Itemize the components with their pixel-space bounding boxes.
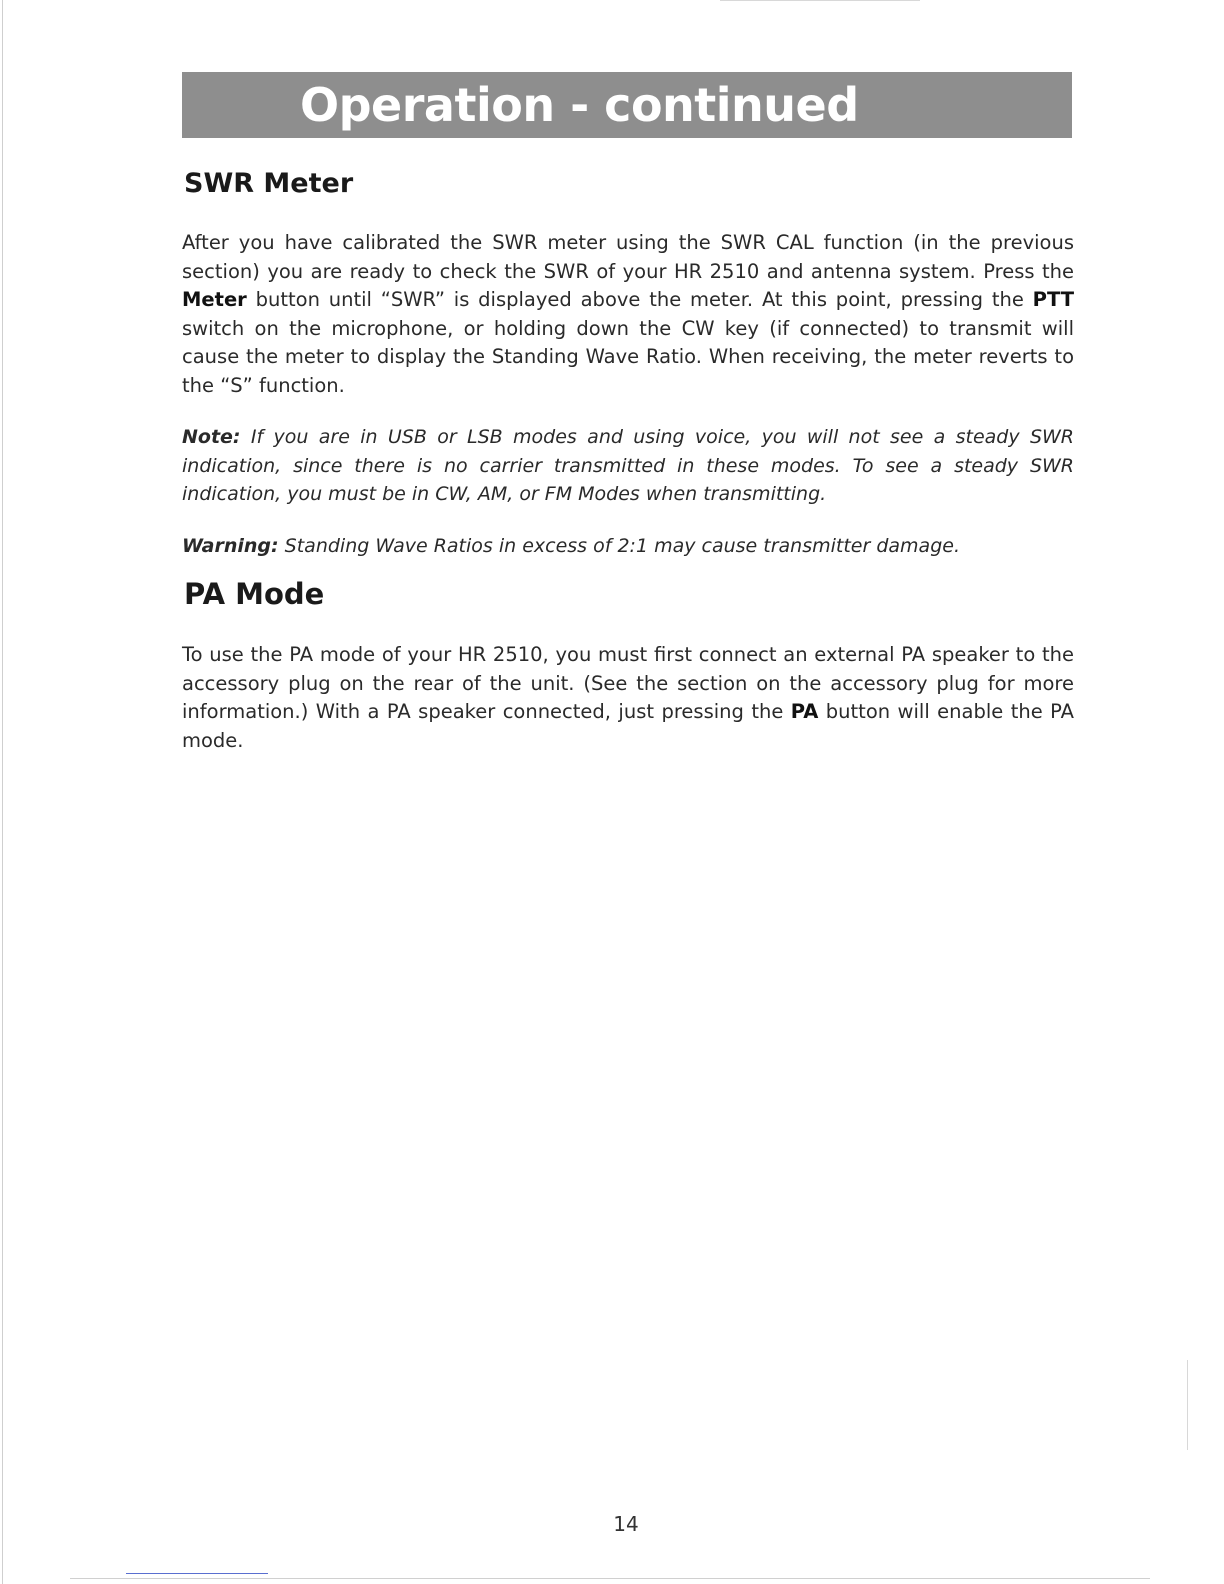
pa-mode-paragraph: [182, 641, 1074, 755]
pa-button-ref: PA: [790, 700, 819, 723]
warning-paragraph: [182, 532, 1074, 561]
swr-meter-heading: SWR Meter: [184, 168, 354, 199]
pa-text-part-2: button will enable the PA mode.: [182, 700, 1074, 752]
swr-text-part-3: switch on the microphone, or holding down the CW key (if connected) to transmit will cause the meter to display the Standing Wave Ratio. When receiving, the meter reverts to the “S” function.: [182, 316, 1074, 397]
note-label: Note:: [182, 426, 241, 448]
scan-edge-left: [2, 0, 3, 1584]
page-title: Operation - continued: [300, 78, 859, 132]
scan-edge-right: [1187, 1360, 1188, 1450]
swr-text-part-1: After you have calibrated the SWR meter using the SWR CAL function (in the previous section) you are ready to check the SWR of your HR 2510 and antenna system. Press the: [182, 231, 1074, 283]
scan-edge-top: [720, 0, 920, 1]
scan-edge-bottom: [70, 1578, 1150, 1579]
swr-meter-paragraph: [182, 229, 1074, 400]
note-text: If you are in USB or LSB modes and using voice, you will not see a steady SWR indication, since there is no carrier transmitted in these modes. To see a steady SWR indication, you must be in CW, AM, or FM Modes when transmitting.: [182, 426, 1074, 505]
ptt-switch-ref: PTT: [1032, 288, 1074, 311]
note-paragraph: [182, 423, 1074, 509]
warning-label: Warning:: [182, 535, 279, 557]
swr-text-part-2: button until “SWR” is displayed above the meter. At this point, pressing the: [246, 288, 1033, 311]
pa-mode-heading: PA Mode: [184, 577, 325, 611]
page-number: 14: [613, 1512, 639, 1536]
scan-mark-bottom: [126, 1573, 268, 1574]
meter-button-ref: Meter: [182, 288, 247, 311]
title-banner: [182, 72, 1072, 138]
pa-text-part-1: To use the PA mode of your HR 2510, you must first connect an external PA speaker to the accessory plug on the rear of the unit. (See the section on the accessory plug for more information.) With a PA speaker connected, just pressing the: [182, 643, 1074, 723]
warning-text: Standing Wave Ratios in excess of 2:1 may cause transmitter damage.: [278, 535, 960, 557]
